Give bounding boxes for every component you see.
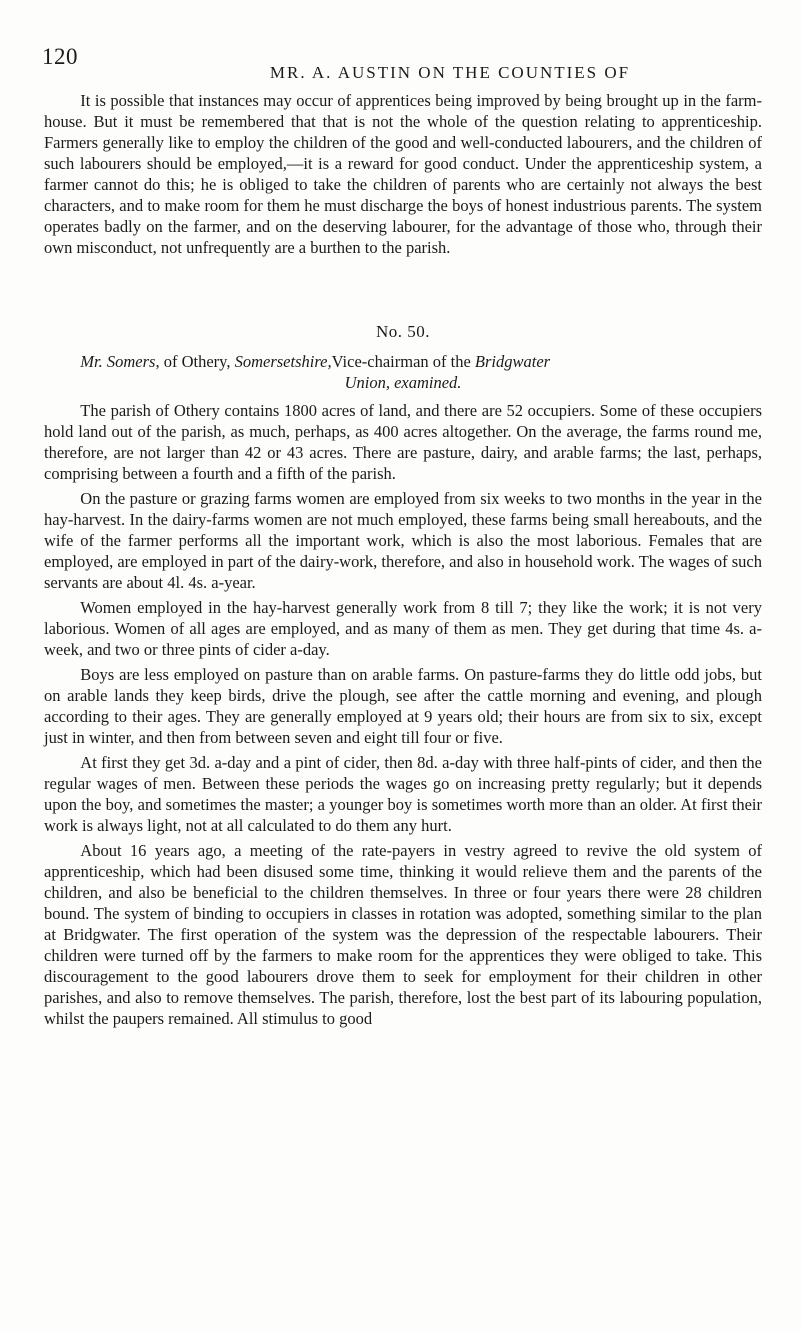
running-head: MR. A. AUSTIN ON THE COUNTIES OF [269, 63, 631, 82]
witness-place: of Othery, [163, 352, 231, 371]
paragraph-apprenticeship: About 16 years ago, a meeting of the rate-payers in vestry agreed to revive the old system of apprenticeship, which had been disused some time, thinking it would relieve them and the parents of the children, and also be beneficial to the children themselves. In three or four years there were 28 children bound. The system of binding to occupiers in classes in rotation was adopted, something similar to the plan at Bridgwater. The first operation of the system was the depression of the respectable labourers. Their children were turned off by the farmers to make room for the apprentices they were obliged to take. This discouragement to the good labourers drove them to seek for employment for their children in other parishes, and also to remove themselves. The parish, therefore, lost the best part of its labouring population, whilst the paupers remained. All stimulus to good [44, 841, 762, 1028]
witness-county: Somersetshire, [234, 352, 332, 371]
paragraph-boys-employment: Boys are less employed on pasture than on arable farms. On pasture-farms they do little odd jobs, but on arable lands they keep birds, drive the plough, see after the cattle morning and evening, and plough according to their ages. They are generally employed at 9 years old; their hours are from six to six, except just in winter, and then from between seven and eight till four or five. [44, 665, 762, 747]
page-number: 120 [42, 44, 78, 69]
witness-role: Union, examined. [344, 373, 462, 392]
section-spacer [44, 258, 762, 322]
witness-union: Bridgwater [474, 352, 551, 371]
section-heading: No. 50. [375, 322, 431, 341]
witness-name: Mr. Somers [80, 352, 156, 371]
witness-role-start: Vice-chairman of the [331, 352, 471, 371]
paragraph-boys-wages: At first they get 3d. a-day and a pint of cider, then 8d. a-day with three half-pints of cider, and then the regular wages of men. Between these periods the wages go on increasing pretty regularly; but it depends upon the boy, and sometimes the master; a younger boy is sometimes worth more than an older. At first their work is always light, not at all calculated to do them any hurt. [44, 753, 762, 835]
opening-paragraph: It is possible that instances may occur of apprentices being improved by being brought up in the farm-house. But it must be remembered that that is not the whole of the question relating to apprenticeship. Farmers generally like to employ the children of the good and well-conducted labourers, and the children of such labourers should be employed,—it is a reward for good conduct. Under the apprenticeship system, a farmer cannot do this; he is obliged to take the children of parents who are certainly not always the best characters, and to make room for them he must discharge the boys of honest industrious parents. The system operates badly on the farmer, and on the deserving labourer, for the advantage of those who, through their own misconduct, not unfrequently are a burthen to the parish. [44, 91, 762, 257]
paragraph-parish-land: The parish of Othery contains 1800 acres of land, and there are 52 occupiers. Some of these occupiers hold land out of the parish, as much, perhaps, as 400 acres altogether. On the average, the farms round me, therefore, are not larger than 42 or 43 acres. There are pasture, dairy, and arable farms; the last, perhaps, comprising between a fourth and a fifth of the parish. [44, 401, 762, 483]
page-body [44, 90, 762, 1029]
paragraph-hay-harvest: Women employed in the hay-harvest generally work from 8 till 7; they like the work; it is not very laborious. Women of all ages are employed, and as many of them as men. They get during that time 4s. a-week, and two or three pints of cider a-day. [44, 598, 762, 659]
paragraph-women-pasture: On the pasture or grazing farms women are employed from six weeks to two months in the year in the hay-harvest. In the dairy-farms women are not much employed, these farms being small hereabouts, and the wife of the farmer performs all the important work, which is also the most laborious. Females that are employed, are employed in part of the dairy-work, therefore, and also in household work. The wages of such servants are about 4l. 4s. a-year. [44, 489, 762, 592]
witness-line: Mr. Somers, of Othery, Somersetshire,Vice-chairman of the Bridgwater [80, 352, 551, 371]
